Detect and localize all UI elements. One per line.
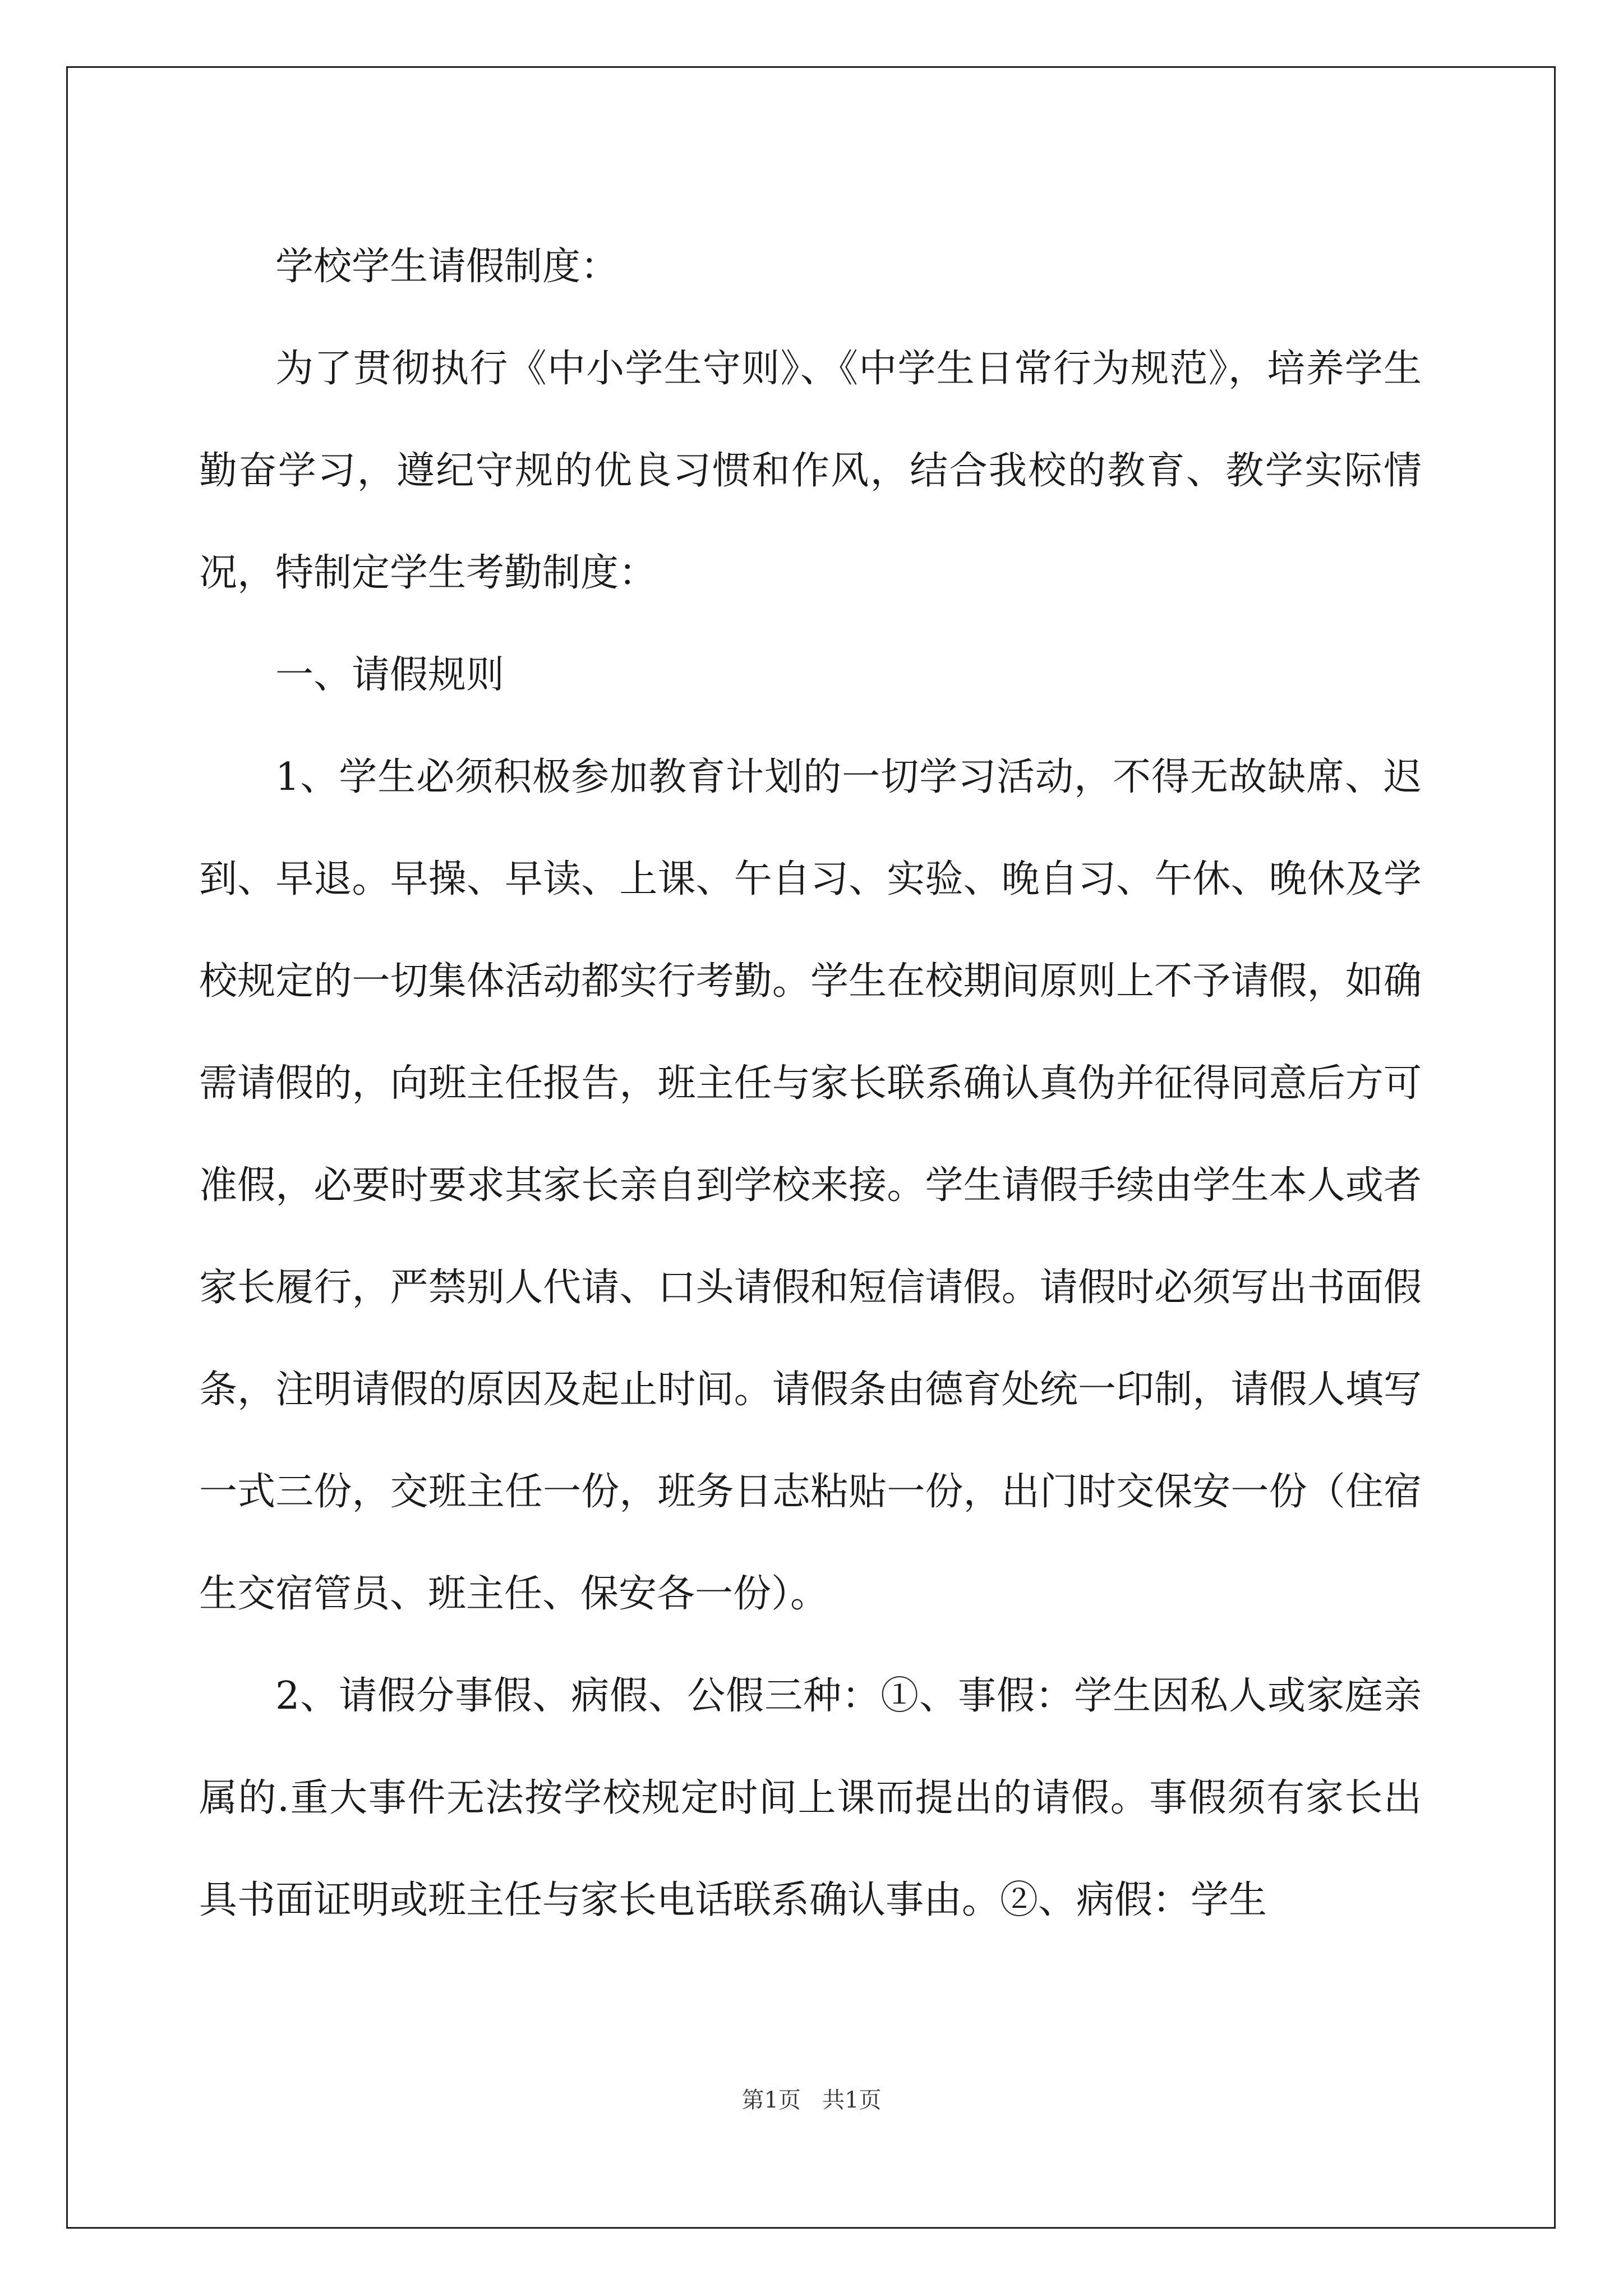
intro-paragraph: 为了贯彻执行《中小学生守则》、《中学生日常行为规范》，培养学生勤奋学习，遵纪守规的优良习惯和作风，结合我校的教育、教学实际情况，特制定学生考勤制度：: [199, 347, 1422, 595]
rule-paragraph-2: 2、请假分事假、病假、公假三种：①、事假：学生因私人或家庭亲属的.重大事件无法按学校规定时间上课而提出的请假。事假须有家长出具书面证明或班主任与家长电话联系确认事由。②、病假：学生: [199, 1674, 1422, 1922]
section-heading: 一、请假规则: [275, 653, 505, 697]
page-footer: [0, 2082, 1623, 2114]
document-title: 学校学生请假制度：: [275, 245, 619, 289]
document-body: [199, 216, 1422, 1952]
page-number: 第1页: [741, 2087, 801, 2113]
rule-paragraph-1: 1、学生必须积极参加教育计划的一切学习活动，不得无故缺席、迟到、早退。早操、早读、上课、午自习、实验、晚自习、午休、晚休及学校规定的一切集体活动都实行考勤。学生在校期间原则上不予请假，如确需请假的，向班主任报告，班主任与家长联系确认真伪并征得同意后方可准假，必要时要求其家长亲自到学校来接。学生请假手续由学生本人或者家长履行，严禁别人代请、口头请假和短信请假。请假时必须写出书面假条，注明请假的原因及起止时间。请假条由德育处统一印制，请假人填写一式三份，交班主任一份，班务日志粘贴一份，出门时交保安一份（住宿生交宿管员、班主任、保安各一份）。: [199, 755, 1422, 1616]
page-total: 共1页: [822, 2087, 882, 2113]
